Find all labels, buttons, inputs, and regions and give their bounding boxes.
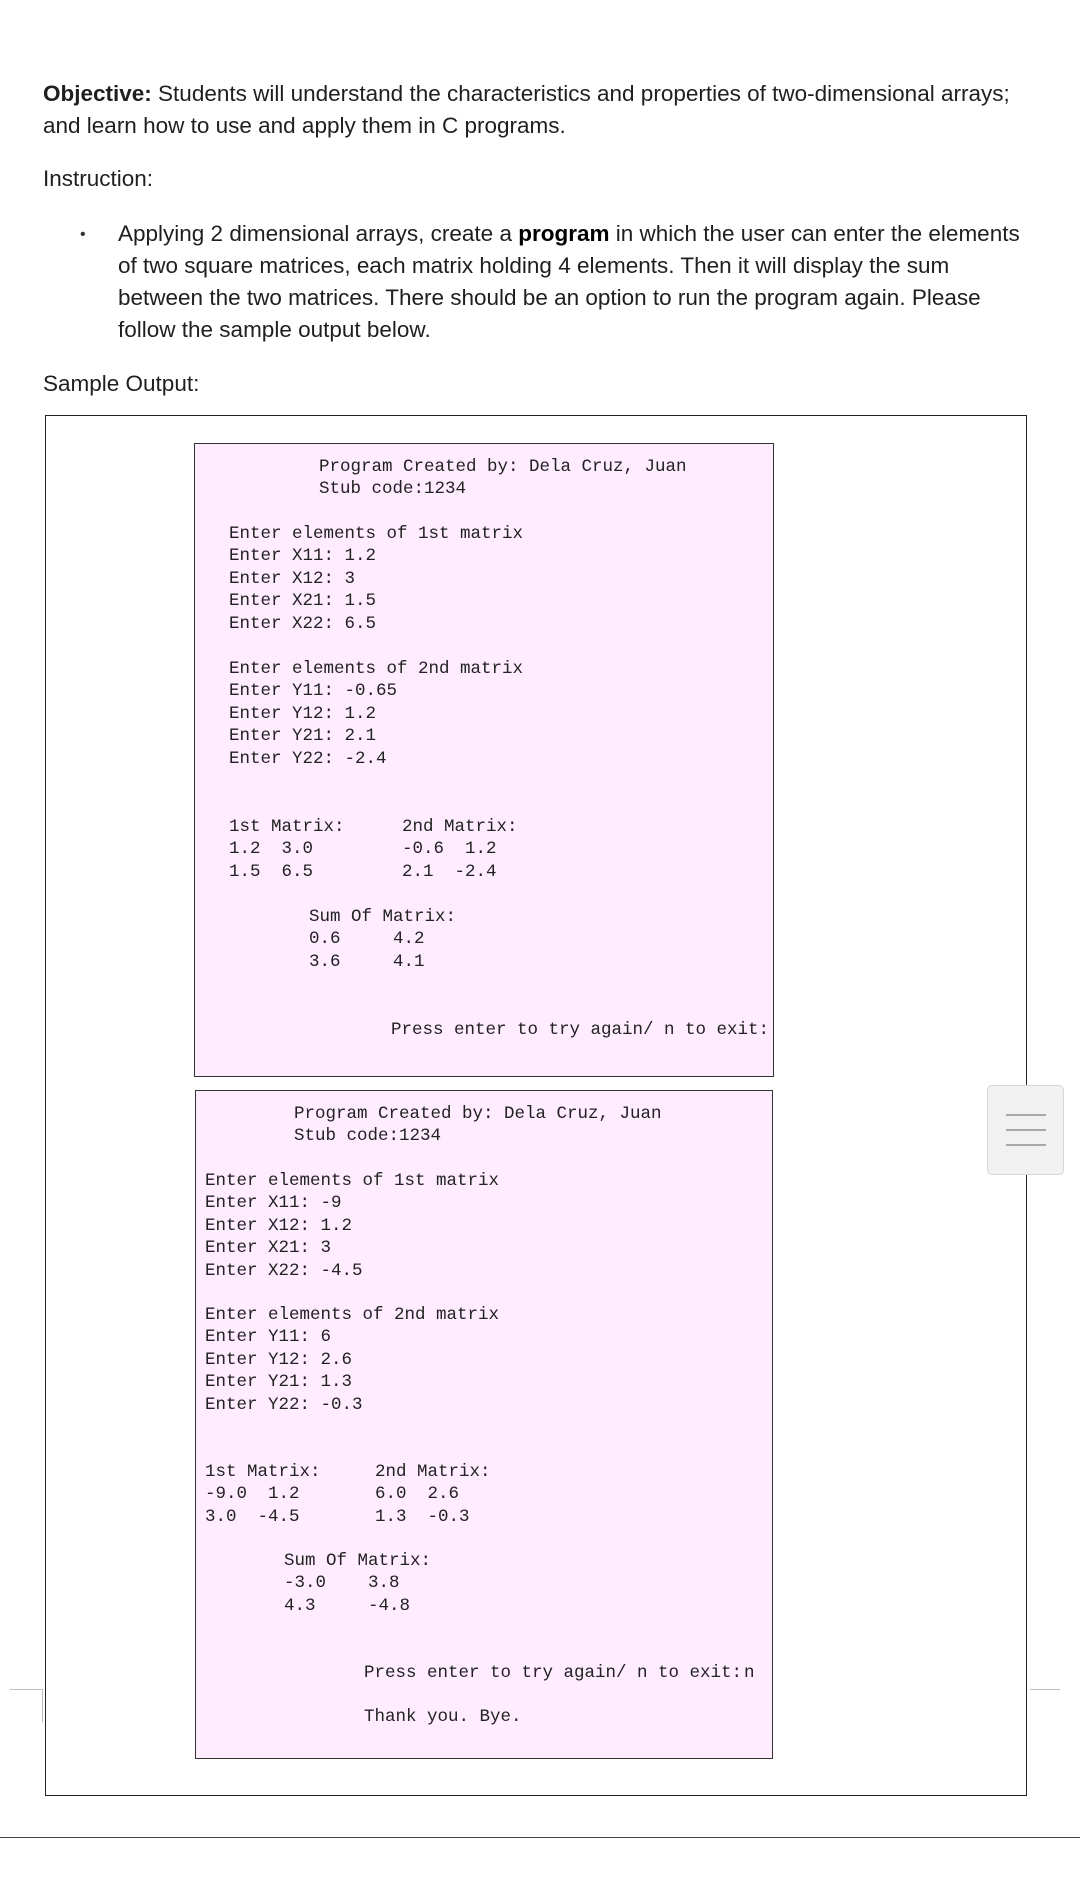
console2-sum-title: Sum Of Matrix: — [284, 1551, 432, 1571]
instruction-bullet — [118, 218, 1038, 346]
console1-sum-row2: 3.6 4.1 — [309, 952, 425, 972]
console1-header-line1: Program Created by: Dela Cruz, Juan — [319, 457, 687, 477]
bullet-text-bold: program — [518, 221, 610, 246]
console2-input-y21: Enter Y21: 1.3 — [205, 1372, 353, 1392]
console2-header-line2: Stub code:1234 — [294, 1126, 442, 1146]
console2-input-y11: Enter Y11: 6 — [205, 1327, 332, 1347]
console1-first-prompt-title: Enter elements of 1st matrix — [229, 524, 524, 544]
console1-matrix2-row2: 2.1 -2.4 — [402, 862, 497, 882]
console2-input-y12: Enter Y12: 2.6 — [205, 1350, 353, 1370]
console1-input-y12: Enter Y12: 1.2 — [229, 704, 377, 724]
console1-input-y11: Enter Y11: -0.65 — [229, 681, 398, 701]
page-corner-mark-left — [10, 1689, 43, 1690]
console2-header-line1: Program Created by: Dela Cruz, Juan — [294, 1104, 662, 1124]
console1-matrix1-row2: 1.5 6.5 — [229, 862, 314, 882]
bullet-text-end: in which the user can enter the elements of two square matrices, each matrix holding 4 elements. Then it will display the sum between the two matrices. There should be an option to run the program again. Please follow the sample output below. — [118, 221, 1020, 342]
console1-second-prompt-title: Enter elements of 2nd matrix — [229, 659, 524, 679]
console2-user-answer: n — [744, 1663, 755, 1683]
console1-input-x11: Enter X11: 1.2 — [229, 546, 377, 566]
console2-input-y22: Enter Y22: -0.3 — [205, 1395, 363, 1415]
console2-matrix1-title: 1st Matrix: — [205, 1462, 321, 1482]
console2-sum-row2: 4.3 -4.8 — [284, 1596, 411, 1616]
console2-matrix1-row2: 3.0 -4.5 — [205, 1507, 300, 1527]
menu-line-icon — [1006, 1144, 1046, 1146]
console1-input-x22: Enter X22: 6.5 — [229, 614, 377, 634]
console2-second-prompt-title: Enter elements of 2nd matrix — [205, 1305, 500, 1325]
console2-input-x21: Enter X21: 3 — [205, 1238, 332, 1258]
console1-input-y22: Enter Y22: -2.4 — [229, 749, 387, 769]
console1-sum-row1: 0.6 4.2 — [309, 929, 425, 949]
console2-goodbye: Thank you. Bye. — [364, 1707, 522, 1727]
console2-matrix2-title: 2nd Matrix: — [375, 1462, 491, 1482]
console-run-1 — [194, 443, 774, 1077]
objective-label: Objective: — [43, 81, 152, 106]
sample-output-heading: Sample Output: — [43, 371, 200, 396]
console1-matrix2-title: 2nd Matrix: — [402, 817, 518, 837]
console2-input-x22: Enter X22: -4.5 — [205, 1261, 363, 1281]
page-bottom-divider — [0, 1837, 1080, 1838]
console1-sum-title: Sum Of Matrix: — [309, 907, 457, 927]
objective-text: Students will understand the characteristics and properties of two-dimensional arrays; and learn how to use and apply them in C programs. — [43, 81, 1010, 138]
objective-paragraph — [43, 78, 1043, 142]
console-run-2 — [195, 1090, 773, 1759]
console2-input-x12: Enter X12: 1.2 — [205, 1216, 353, 1236]
console1-matrix1-row1: 1.2 3.0 — [229, 839, 314, 859]
console1-matrix1-title: 1st Matrix: — [229, 817, 345, 837]
console2-matrix1-row1: -9.0 1.2 — [205, 1484, 300, 1504]
console1-try-again-prompt: Press enter to try again/ n to exit: — [391, 1020, 770, 1040]
menu-line-icon — [1006, 1129, 1046, 1131]
console2-matrix2-row2: 1.3 -0.3 — [375, 1507, 470, 1527]
bullet-text-start: Applying 2 dimensional arrays, create a — [118, 221, 519, 246]
side-menu-button[interactable] — [987, 1085, 1064, 1175]
instruction-heading: Instruction: — [43, 166, 154, 191]
page-corner-mark-left-vertical — [42, 1689, 43, 1722]
console1-input-x21: Enter X21: 1.5 — [229, 591, 377, 611]
console2-sum-row1: -3.0 3.8 — [284, 1573, 400, 1593]
console2-try-again-prompt: Press enter to try again/ n to exit: — [364, 1663, 743, 1683]
menu-line-icon — [1006, 1114, 1046, 1116]
console1-input-x12: Enter X12: 3 — [229, 569, 356, 589]
console1-header-line2: Stub code:1234 — [319, 479, 467, 499]
console1-input-y21: Enter Y21: 2.1 — [229, 726, 377, 746]
console1-matrix2-row1: -0.6 1.2 — [402, 839, 497, 859]
page-corner-mark-right — [1030, 1689, 1060, 1690]
console2-matrix2-row1: 6.0 2.6 — [375, 1484, 460, 1504]
console2-input-x11: Enter X11: -9 — [205, 1193, 342, 1213]
console2-first-prompt-title: Enter elements of 1st matrix — [205, 1171, 500, 1191]
bullet-icon: • — [80, 226, 86, 243]
